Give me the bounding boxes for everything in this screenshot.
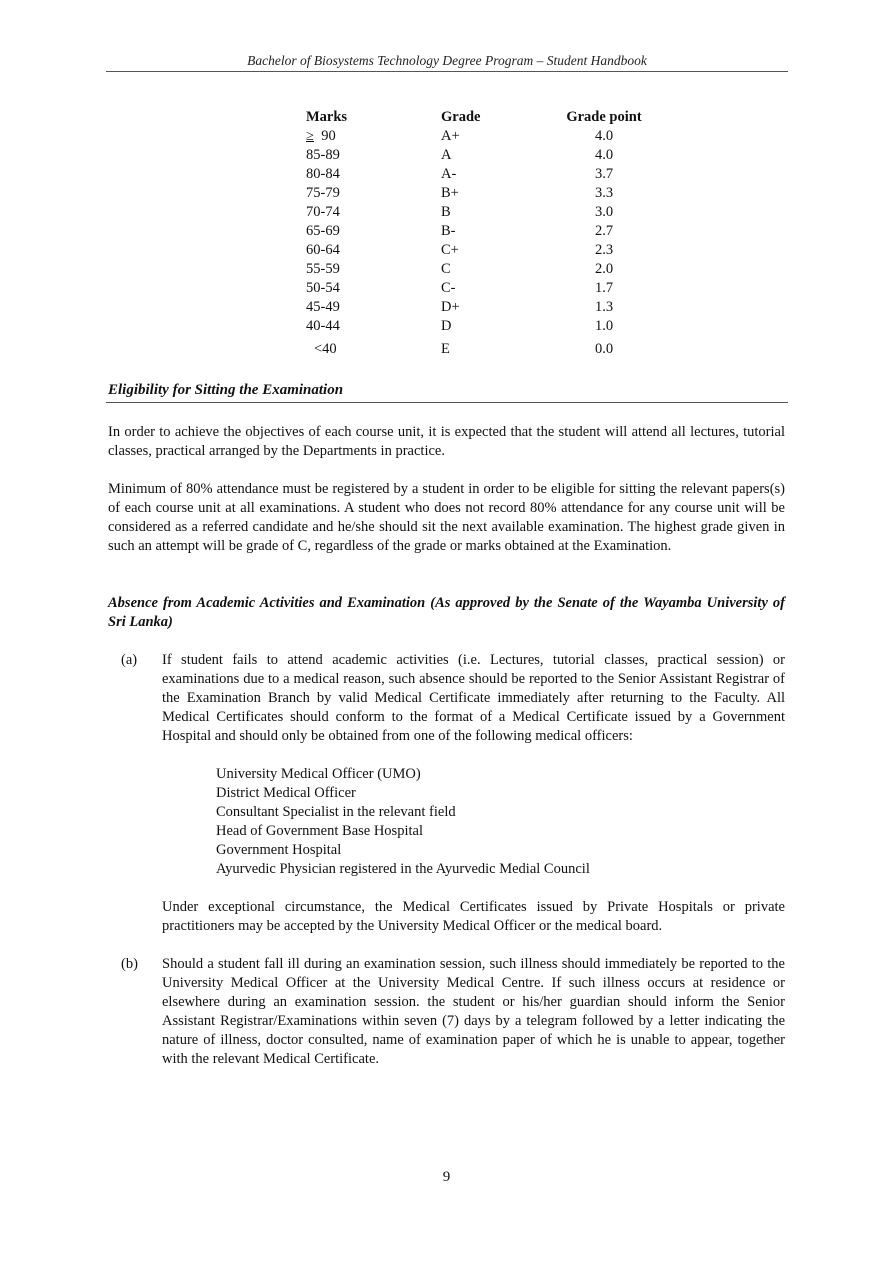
table-row (300, 165, 649, 184)
marks-cell: 60-64 (306, 242, 340, 258)
eligibility-paragraph-2: Minimum of 80% attendance must be registered by a student in order to be eligible for sitting the relevant papers(s) of each course unit at all examinations. A student who does not record 80% attendance for any course unit will be considered as a referred candidate and he/she should sit the next available examination. The highest grade given in such an attempt will be grade of C, regardless of the grade or marks obtained at the Examination. (108, 481, 785, 554)
grade-point-cell: 1.3 (594, 299, 614, 315)
grade-point-cell: 2.7 (594, 223, 614, 239)
marks-cell: 55-59 (306, 261, 340, 277)
grade-cell: D (441, 318, 452, 334)
grade-point-cell: 4.0 (594, 147, 614, 163)
item-a-text: If student fails to attend academic activities (i.e. Lectures, tutorial classes, practical session) or examinations due to a medical reason, such absence should be reported to the Senior Assistant Registrar of the Examination Branch by valid Medical Certificate immediately after returning to the Faculty. All Medical Certificates should conform to the format of a Medical Certificate issued by a Government Hospital and should only be obtained from one of the following medical officers: (162, 652, 785, 744)
table-row (300, 222, 649, 241)
marks-value: 90 (321, 128, 336, 144)
section-title-eligibility: Eligibility for Sitting the Examination (108, 382, 344, 398)
marks-cell: 70-74 (306, 204, 340, 220)
grade-point-cell: 1.7 (594, 280, 614, 296)
table-row (300, 279, 649, 298)
section-title-rule (106, 402, 788, 403)
header-rule (106, 71, 788, 72)
column-header-grade: Grade (441, 109, 481, 125)
marks-cell: 80-84 (306, 166, 340, 182)
grade-cell: C- (441, 280, 456, 296)
item-label-a: (a) (121, 652, 138, 668)
grade-point-cell: 2.3 (594, 242, 614, 258)
item-b-text: Should a student fall ill during an examination session, such illness should immediately be reported to the University Medical Officer at the University Medical Centre. If such illness occurs at residence or elsewhere during an examination session. the student or his/her guardian should inform the Senior Assistant Registrar/Examinations within seven (7) days by a telegram followed by a letter indicating the nature of illness, doctor consulted, name of examination paper of which he is unable to appear, together with the relevant Medical Certificate. (162, 956, 785, 1067)
marks-cell (300, 127, 441, 146)
table-row (300, 298, 649, 317)
grade-point-cell: 3.0 (594, 204, 614, 220)
table-row (300, 184, 649, 203)
grade-cell: B (441, 204, 451, 220)
grade-cell: C (441, 261, 451, 277)
table-row (300, 317, 649, 336)
marks-cell: 65-69 (306, 223, 340, 239)
table-row (300, 336, 649, 362)
table-row (300, 260, 649, 279)
page-number: 9 (442, 1169, 451, 1185)
eligibility-paragraph-1: In order to achieve the objectives of each course unit, it is expected that the student will attend all lectures, tutorial classes, practical arranged by the Departments in practice. (108, 424, 785, 459)
marks-cell: 75-79 (306, 185, 340, 201)
marks-cell: 45-49 (306, 299, 340, 315)
table-row (300, 203, 649, 222)
list-item: Government Hospital (216, 842, 342, 858)
table-row (300, 127, 649, 146)
grade-table-header (300, 108, 649, 127)
greater-equal-symbol: ≥ (306, 128, 314, 144)
grade-cell: A (441, 147, 452, 163)
column-header-marks: Marks (306, 109, 348, 125)
list-item: Ayurvedic Physician registered in the Ayurvedic Medial Council (216, 861, 590, 877)
grade-cell: A- (441, 166, 457, 182)
grade-cell: A+ (441, 128, 460, 144)
grade-point-cell: 4.0 (594, 128, 614, 144)
list-item: University Medical Officer (UMO) (216, 766, 421, 782)
marks-cell: <40 (314, 341, 337, 357)
item-label-b: (b) (121, 956, 138, 972)
grade-point-cell: 2.0 (594, 261, 614, 277)
section-title-absence: Absence from Academic Activities and Examination (As approved by the Senate of the Wayamba University of Sri Lanka) (108, 595, 785, 630)
list-item: Head of Government Base Hospital (216, 823, 423, 839)
grade-table (300, 108, 649, 362)
grade-cell: D+ (441, 299, 460, 315)
grade-cell: C+ (441, 242, 459, 258)
running-header: Bachelor of Biosystems Technology Degree Program – Student Handbook (247, 53, 647, 68)
table-row (300, 241, 649, 260)
marks-cell: 50-54 (306, 280, 340, 296)
table-row (300, 146, 649, 165)
column-header-grade-point: Grade point (566, 109, 642, 125)
grade-cell: B- (441, 223, 456, 239)
marks-cell: 40-44 (306, 318, 340, 334)
list-item: Consultant Specialist in the relevant field (216, 804, 456, 820)
grade-point-cell: 1.0 (594, 318, 614, 334)
list-item: District Medical Officer (216, 785, 356, 801)
item-a-note: Under exceptional circumstance, the Medical Certificates issued by Private Hospitals or private practitioners may be accepted by the University Medical Officer or the medical board. (162, 899, 785, 934)
medical-officer-list (216, 765, 590, 879)
grade-point-cell: 0.0 (594, 341, 614, 357)
grade-cell: B+ (441, 185, 459, 201)
grade-cell: E (441, 341, 450, 357)
grade-point-cell: 3.7 (594, 166, 614, 182)
grade-point-cell: 3.3 (594, 185, 614, 201)
marks-cell: 85-89 (306, 147, 340, 163)
